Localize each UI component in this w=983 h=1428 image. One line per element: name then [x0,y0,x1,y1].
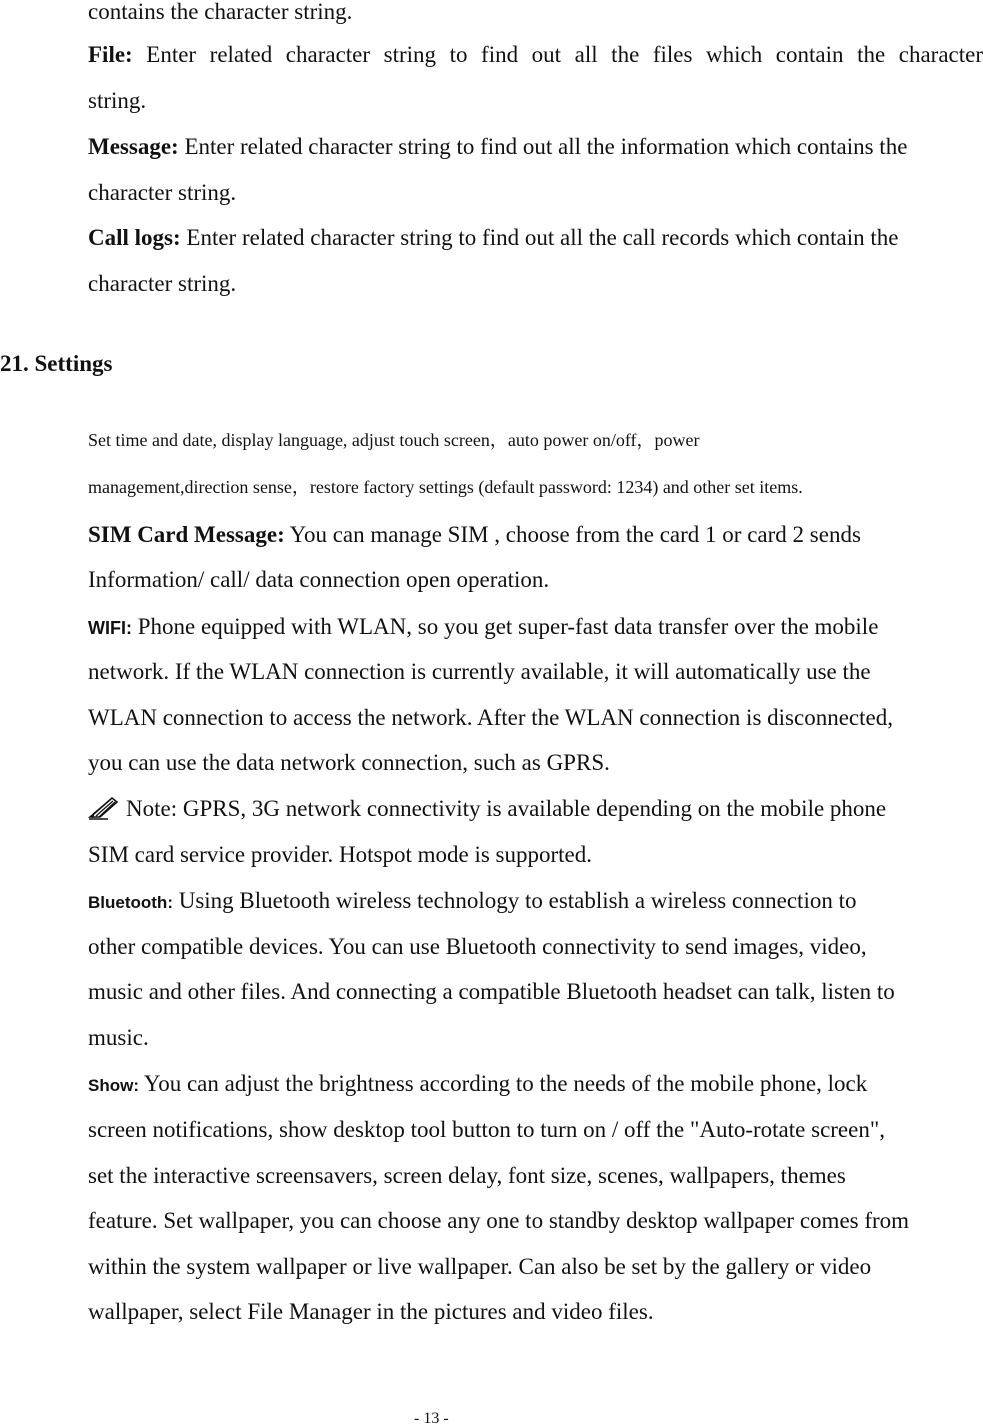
call-logs-label: Call logs: [88,225,181,250]
file-text-line1: Enter related character string to find out all the files which contain the character [146,42,983,67]
bluetooth-text-line3: music and other files. And connecting a compatible Bluetooth headset can talk, listen to [88,979,895,1004]
message-item-line1 [88,133,907,161]
note-pencil-icon [88,796,120,820]
search-intro-tail: contains the character string. [88,0,353,24]
sim-text-line1: You can manage SIM , choose from the card 1 or card 2 sends [289,522,861,547]
bluetooth-text-line1: Using Bluetooth wireless technology to establish a wireless connection to [178,888,857,913]
sim-label: SIM Card Message: [88,522,285,547]
message-label: Message: [88,134,179,159]
settings-intro-line1: Set time and date, display language, adjust touch screen，auto power on/off，power [88,430,700,450]
wifi-item-line1 [88,613,878,642]
file-label: File: [88,42,133,67]
note-text-line1: Note: GPRS, 3G network connectivity is available depending on the mobile phone [126,796,887,821]
section-heading-settings: 21. Settings [0,351,113,376]
call-logs-text-line1: Enter related character string to find out all the call records which contain the [186,225,899,250]
show-text-line3: set the interactive screensavers, screen delay, font size, scenes, wallpapers, themes [88,1163,846,1188]
sim-text-line2: Information/ call/ data connection open operation. [88,567,550,592]
settings-intro-line2: management,direction sense，restore factory settings (default password: 1234) and other set items. [88,477,803,497]
page-number: - 13 - [414,1410,449,1427]
sim-item-line1 [88,521,861,549]
call-logs-text-line2: character string. [88,271,237,296]
show-text-line6: wallpaper, select File Manager in the pictures and video files. [88,1299,654,1324]
show-label: Show: [88,1076,139,1095]
call-logs-item-line1 [88,224,898,252]
note-text-line2: SIM card service provider. Hotspot mode is supported. [88,842,592,867]
wifi-text-line2: network. If the WLAN connection is currently available, it will automatically use the [88,659,871,684]
bluetooth-text-line4: music. [88,1025,149,1050]
wifi-label: WIFI: [88,618,132,638]
show-text-line4: feature. Set wallpaper, you can choose any one to standby desktop wallpaper comes from [88,1208,910,1233]
wifi-text-line3: WLAN connection to access the network. After the WLAN connection is disconnected, [88,705,893,730]
show-text-line2: screen notifications, show desktop tool button to turn on / off the "Auto-rotate screen", [88,1117,885,1142]
note-item-line1 [88,795,886,823]
show-text-line1: You can adjust the brightness according to the needs of the mobile phone, lock [143,1071,868,1096]
show-item-line1 [88,1070,867,1100]
bluetooth-label: Bluetooth: [88,893,173,912]
file-text-line2: string. [88,88,147,113]
wifi-text-line4: you can use the data network connection, such as GPRS. [88,750,610,775]
wifi-text-line1: Phone equipped with WLAN, so you get super-fast data transfer over the mobile [137,614,879,639]
message-text-line2: character string. [88,180,237,205]
message-text-line1: Enter related character string to find out all the information which contains the [184,134,908,159]
file-item-line1 [88,41,983,69]
bluetooth-text-line2: other compatible devices. You can use Bluetooth connectivity to send images, video, [88,934,867,959]
show-text-line5: within the system wallpaper or live wallpaper. Can also be set by the gallery or video [88,1254,872,1279]
bluetooth-item-line1 [88,887,856,917]
